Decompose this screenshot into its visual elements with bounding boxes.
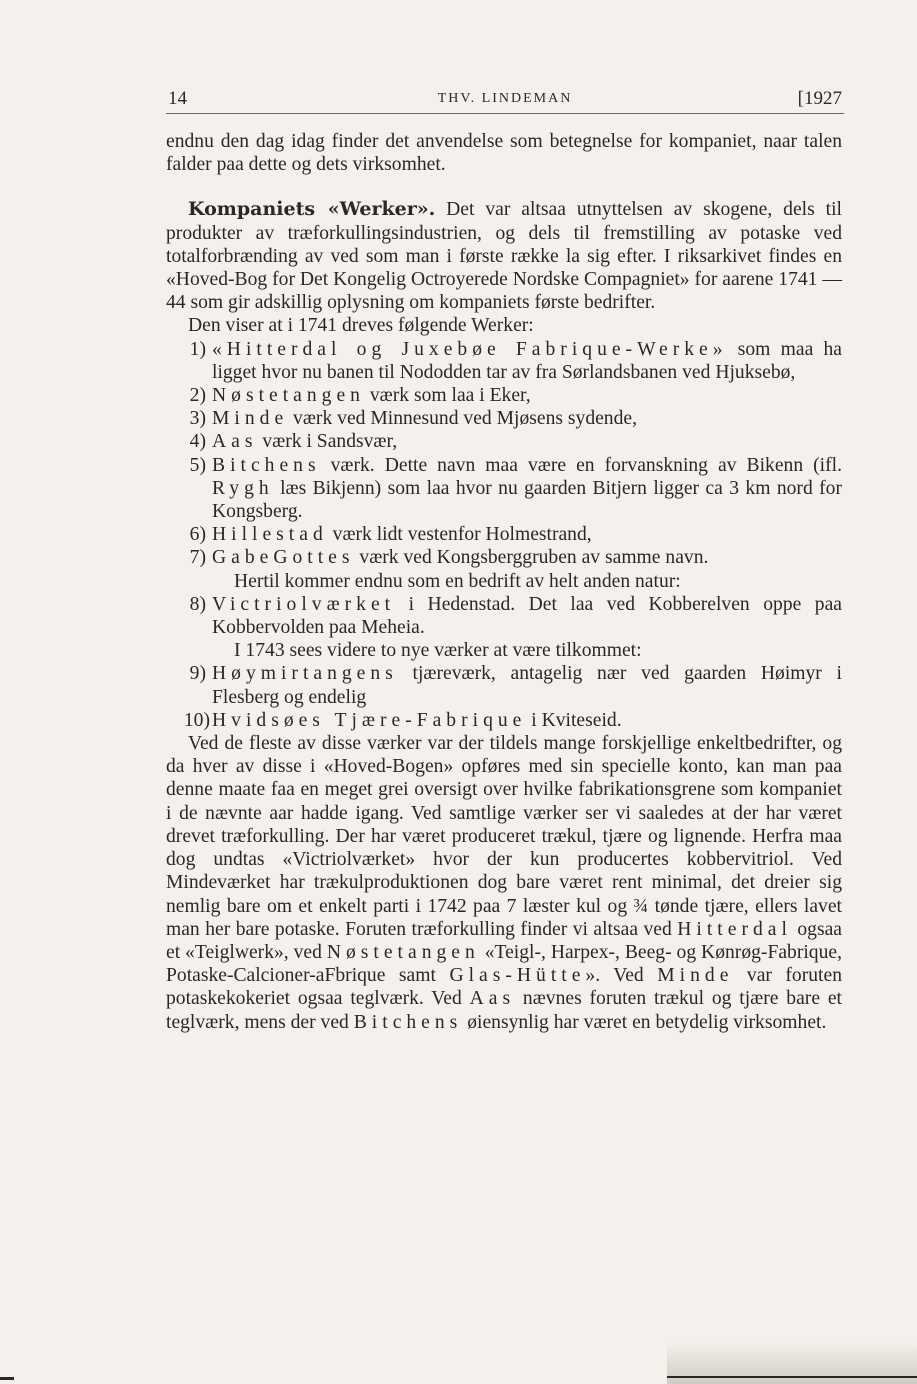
work-name: Victriolværket: [212, 593, 396, 615]
work-description: værk ved Minnesund ved Mjøsens sydende,: [288, 408, 637, 430]
section-heading: Kompaniets «Werker».: [188, 198, 436, 221]
interlude-note-2: I 1743 sees videre to nye værker at være tilkommet:: [234, 640, 642, 662]
work-name: Bitchens: [353, 1011, 463, 1033]
work-name: Minde: [212, 408, 289, 430]
work-description: værk som laa i Eker,: [364, 385, 531, 407]
work-item-8: [166, 593, 842, 639]
page-number: 14: [168, 88, 187, 109]
work-name: Aas: [469, 988, 516, 1010]
work-description: værk i Sandsvær,: [257, 431, 398, 453]
work-name: Hitterdal: [677, 918, 792, 940]
work-item-2: [166, 384, 842, 407]
page-header: [168, 88, 842, 114]
work-description: tjæreværk, antagelig nær ved gaarden Høimyr i Flesberg og endelig: [212, 663, 842, 708]
closing-paragraph: [166, 732, 842, 1034]
work-description: værk ved Kongsberggruben av samme navn.: [354, 547, 709, 569]
closing-text: ». Ved: [585, 965, 658, 987]
scan-corner-mark: [0, 1377, 14, 1380]
work-name: Minde: [657, 965, 734, 987]
running-title: THV. LINDEMAN: [437, 91, 573, 106]
item-number: 9): [189, 663, 206, 685]
work-item-7: [166, 546, 842, 569]
scan-edge-line: [667, 1376, 917, 1378]
work-item-10: [166, 709, 842, 732]
work-name: Bitchens: [212, 454, 321, 476]
closing-text: ogsaa et «Teiglwerk», ved: [166, 918, 842, 963]
item-number: 7): [189, 547, 206, 569]
work-name: Hvidsøes Tjære-Fabrique: [212, 709, 527, 731]
closing-text: nævnes foruten trækul og tjære bare et teglværk, mens der ved: [166, 988, 842, 1033]
scan-shadow: [657, 1334, 917, 1384]
work-description-cont: læs Bikjenn) som laa hvor nu gaarden Bitjern ligger ca 3 km nord for Kongsberg.: [212, 477, 842, 523]
work-name: Glas-Hütte: [449, 965, 586, 987]
item-number: 5): [189, 454, 206, 476]
section-paragraph: [166, 198, 842, 314]
section-text: Det var altsaa utnyttelsen av skogene, dels til produkter av træforkullingsindustrien, og dels til fremstilling av potaske ved totalforbrænding av ved som man i første række la sig efter. I riksarkivet findes en «Hoved-Bog for Det Kongelig Octroyerede Nordske Compagniet» for aarene 1741 —44 som gir adskillig oplysning om kompaniets første bedrifter.: [166, 199, 842, 314]
item-number: 10): [183, 709, 210, 731]
work-name: Høymirtangens: [212, 663, 398, 685]
work-name: Nøstetangen: [212, 385, 365, 407]
volume-year: [1927: [797, 88, 842, 109]
item-number: 1): [189, 338, 206, 360]
closing-text: var foruten potaskekokeriet ogsaa teglværk. Ved: [166, 965, 842, 1010]
work-name: «Hitterdal og Juxebøe Fabrique-Werke»: [212, 338, 728, 360]
work-name: Hillestad: [212, 524, 328, 546]
work-item-5: [166, 454, 842, 524]
work-name: Nøstetangen: [326, 941, 480, 963]
work-item-6: [166, 523, 842, 546]
closing-text: øiensynlig har været en betydelig virksomhet.: [462, 1011, 827, 1033]
intro-paragraph: endnu den dag idag finder det anvendelse som betegnelse for kompaniet, naar talen falder paa dette og dets virksomhet.: [166, 131, 842, 176]
work-item-3: [166, 407, 842, 430]
item-number: 3): [189, 408, 206, 430]
item-number: 8): [189, 593, 206, 615]
work-item-9: [166, 662, 842, 708]
work-description: i Hedenstad. Det laa ved Kobberelven oppe paa Kobbervolden paa Meheia.: [212, 593, 842, 639]
work-item-4: [166, 430, 842, 453]
item-number: 2): [189, 385, 206, 407]
work-name: GabeGottes: [212, 547, 355, 569]
source-author: Rygh: [212, 477, 274, 499]
interlude-note-1: Hertil kommer endnu som en bedrift av helt anden natur:: [234, 570, 681, 592]
work-description: værk. Dette navn maa være en forvanskning av Bikenn (ifl.: [320, 454, 842, 476]
item-number: 4): [189, 431, 206, 453]
work-description: som maa ha ligget hvor nu banen til Nododden tar av fra Sørlandsbanen ved Hjuksebø,: [212, 338, 842, 383]
item-number: 6): [189, 524, 206, 546]
work-name: Aas: [212, 431, 258, 453]
paragraph-gap: [166, 176, 842, 198]
closing-text: «Teigl-, Harpex-, Beeg- og Kønrøg-Fabrique, Potaske-Calcioner-aFbrique samt: [166, 941, 842, 987]
body-text: [166, 130, 842, 1034]
work-description: værk lidt vestenfor Holmestrand,: [327, 524, 592, 546]
header-rule: [166, 113, 844, 114]
work-description: i Kviteseid.: [526, 709, 622, 731]
closing-text: Ved de fleste av disse værker var der tildels mange forskjellige enkeltbedrifter, og da hver av disse i «Hoved-Bogen» opføres med sin specielle konto, kan man paa denne maate faa en meget grei oversigt over hvilke fabrikationsgrene som kompaniet i de nævnte aar hadde igang. Ved samtlige værker ser vi saaledes at der har været drevet træforkulling. Der har været produceret trækul, tjære og lignende. Herfra maa dog undtas «Victriolværket» hvor der kun producertes kobbervitriol. Ved Mindeværket har trækulproduktionen dog bare været rent minimal, det dreier sig nemlig bare om et enkelt parti i 1742 paa 7 læster kul og ¾ tønde tjære, ellers lavet man her bare potaske. Foruten træforkulling finder vi altsaa ved: [166, 733, 842, 940]
work-item-1: [166, 338, 842, 384]
list-lead: Den viser at i 1741 dreves følgende Werker:: [188, 315, 534, 337]
